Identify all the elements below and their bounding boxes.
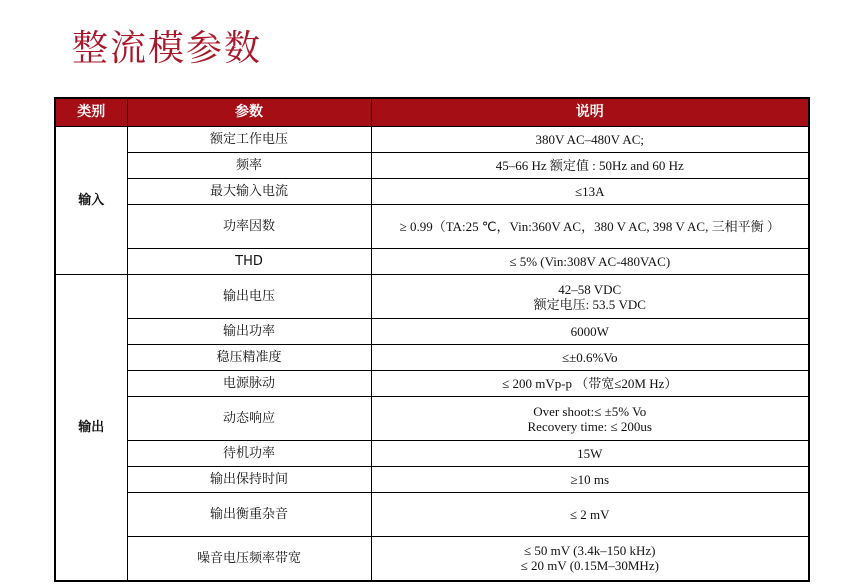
table-row — [55, 441, 809, 467]
desc-cell: 15W — [371, 441, 809, 467]
param-cell: 最大输入电流 — [127, 179, 371, 205]
desc-cell — [371, 397, 809, 441]
table-header-row — [55, 98, 809, 127]
table-row — [55, 467, 809, 493]
desc-line: ≤ 20 mV (0.15M–30MHz) — [520, 558, 659, 574]
param-cell: 输出电压 — [127, 275, 371, 319]
page-title: 整流模参数 — [72, 28, 263, 69]
desc-cell: ≤ 2 mV — [371, 493, 809, 537]
param-cell: 噪音电压频率带宽 — [127, 537, 371, 581]
param-cell: 频率 — [127, 153, 371, 179]
param-cell: 稳压精准度 — [127, 345, 371, 371]
table-row — [55, 179, 809, 205]
desc-line: Over shoot:≤ ±5% Vo — [533, 403, 647, 419]
param-cell: 功率因数 — [127, 205, 371, 249]
header-parameter: 参数 — [127, 98, 371, 127]
desc-cell: ≤ 5% (Vin:308V AC-480VAC) — [371, 249, 809, 275]
desc-line: 额定电压: 53.5 VDC — [533, 296, 646, 312]
desc-line: Recovery time: ≤ 200us — [527, 418, 652, 434]
table-row — [55, 205, 809, 249]
param-cell: 电源脉动 — [127, 371, 371, 397]
desc-cell: ≥ 0.99（TA:25 ℃，Vin:360V AC，380 V AC, 398 V AC, 三相平衡 ） — [371, 205, 809, 249]
desc-cell: ≤ 200 mVp-p （带宽≤20M Hz） — [371, 371, 809, 397]
category-output: 输出 — [55, 275, 127, 581]
param-cell: THD — [127, 249, 371, 275]
table-row — [55, 537, 809, 581]
param-cell: 动态响应 — [127, 397, 371, 441]
table-row — [55, 275, 809, 319]
table-row — [55, 345, 809, 371]
desc-line: ≤ 50 mV (3.4k–150 kHz) — [524, 543, 656, 559]
table-row — [55, 127, 809, 153]
table-row — [55, 397, 809, 441]
header-category: 类别 — [55, 98, 127, 127]
table-row — [55, 371, 809, 397]
desc-cell: ≥10 ms — [371, 467, 809, 493]
spec-table — [54, 97, 810, 582]
desc-cell: 380V AC–480V AC; — [371, 127, 809, 153]
desc-cell — [371, 537, 809, 581]
desc-cell: ≤13A — [371, 179, 809, 205]
param-cell: 输出功率 — [127, 319, 371, 345]
table-row — [55, 319, 809, 345]
table-row — [55, 493, 809, 537]
param-cell: 额定工作电压 — [127, 127, 371, 153]
desc-line: 42–58 VDC — [558, 281, 622, 297]
param-cell: 待机功率 — [127, 441, 371, 467]
param-cell: 输出保持时间 — [127, 467, 371, 493]
desc-cell: 45–66 Hz 额定值 : 50Hz and 60 Hz — [371, 153, 809, 179]
desc-cell: ≤±0.6%Vo — [371, 345, 809, 371]
desc-cell: 6000W — [371, 319, 809, 345]
desc-cell — [371, 275, 809, 319]
table-row — [55, 249, 809, 275]
table-row — [55, 153, 809, 179]
header-description: 说明 — [371, 98, 809, 127]
category-input: 输入 — [55, 127, 127, 275]
param-cell: 输出衡重杂音 — [127, 493, 371, 537]
